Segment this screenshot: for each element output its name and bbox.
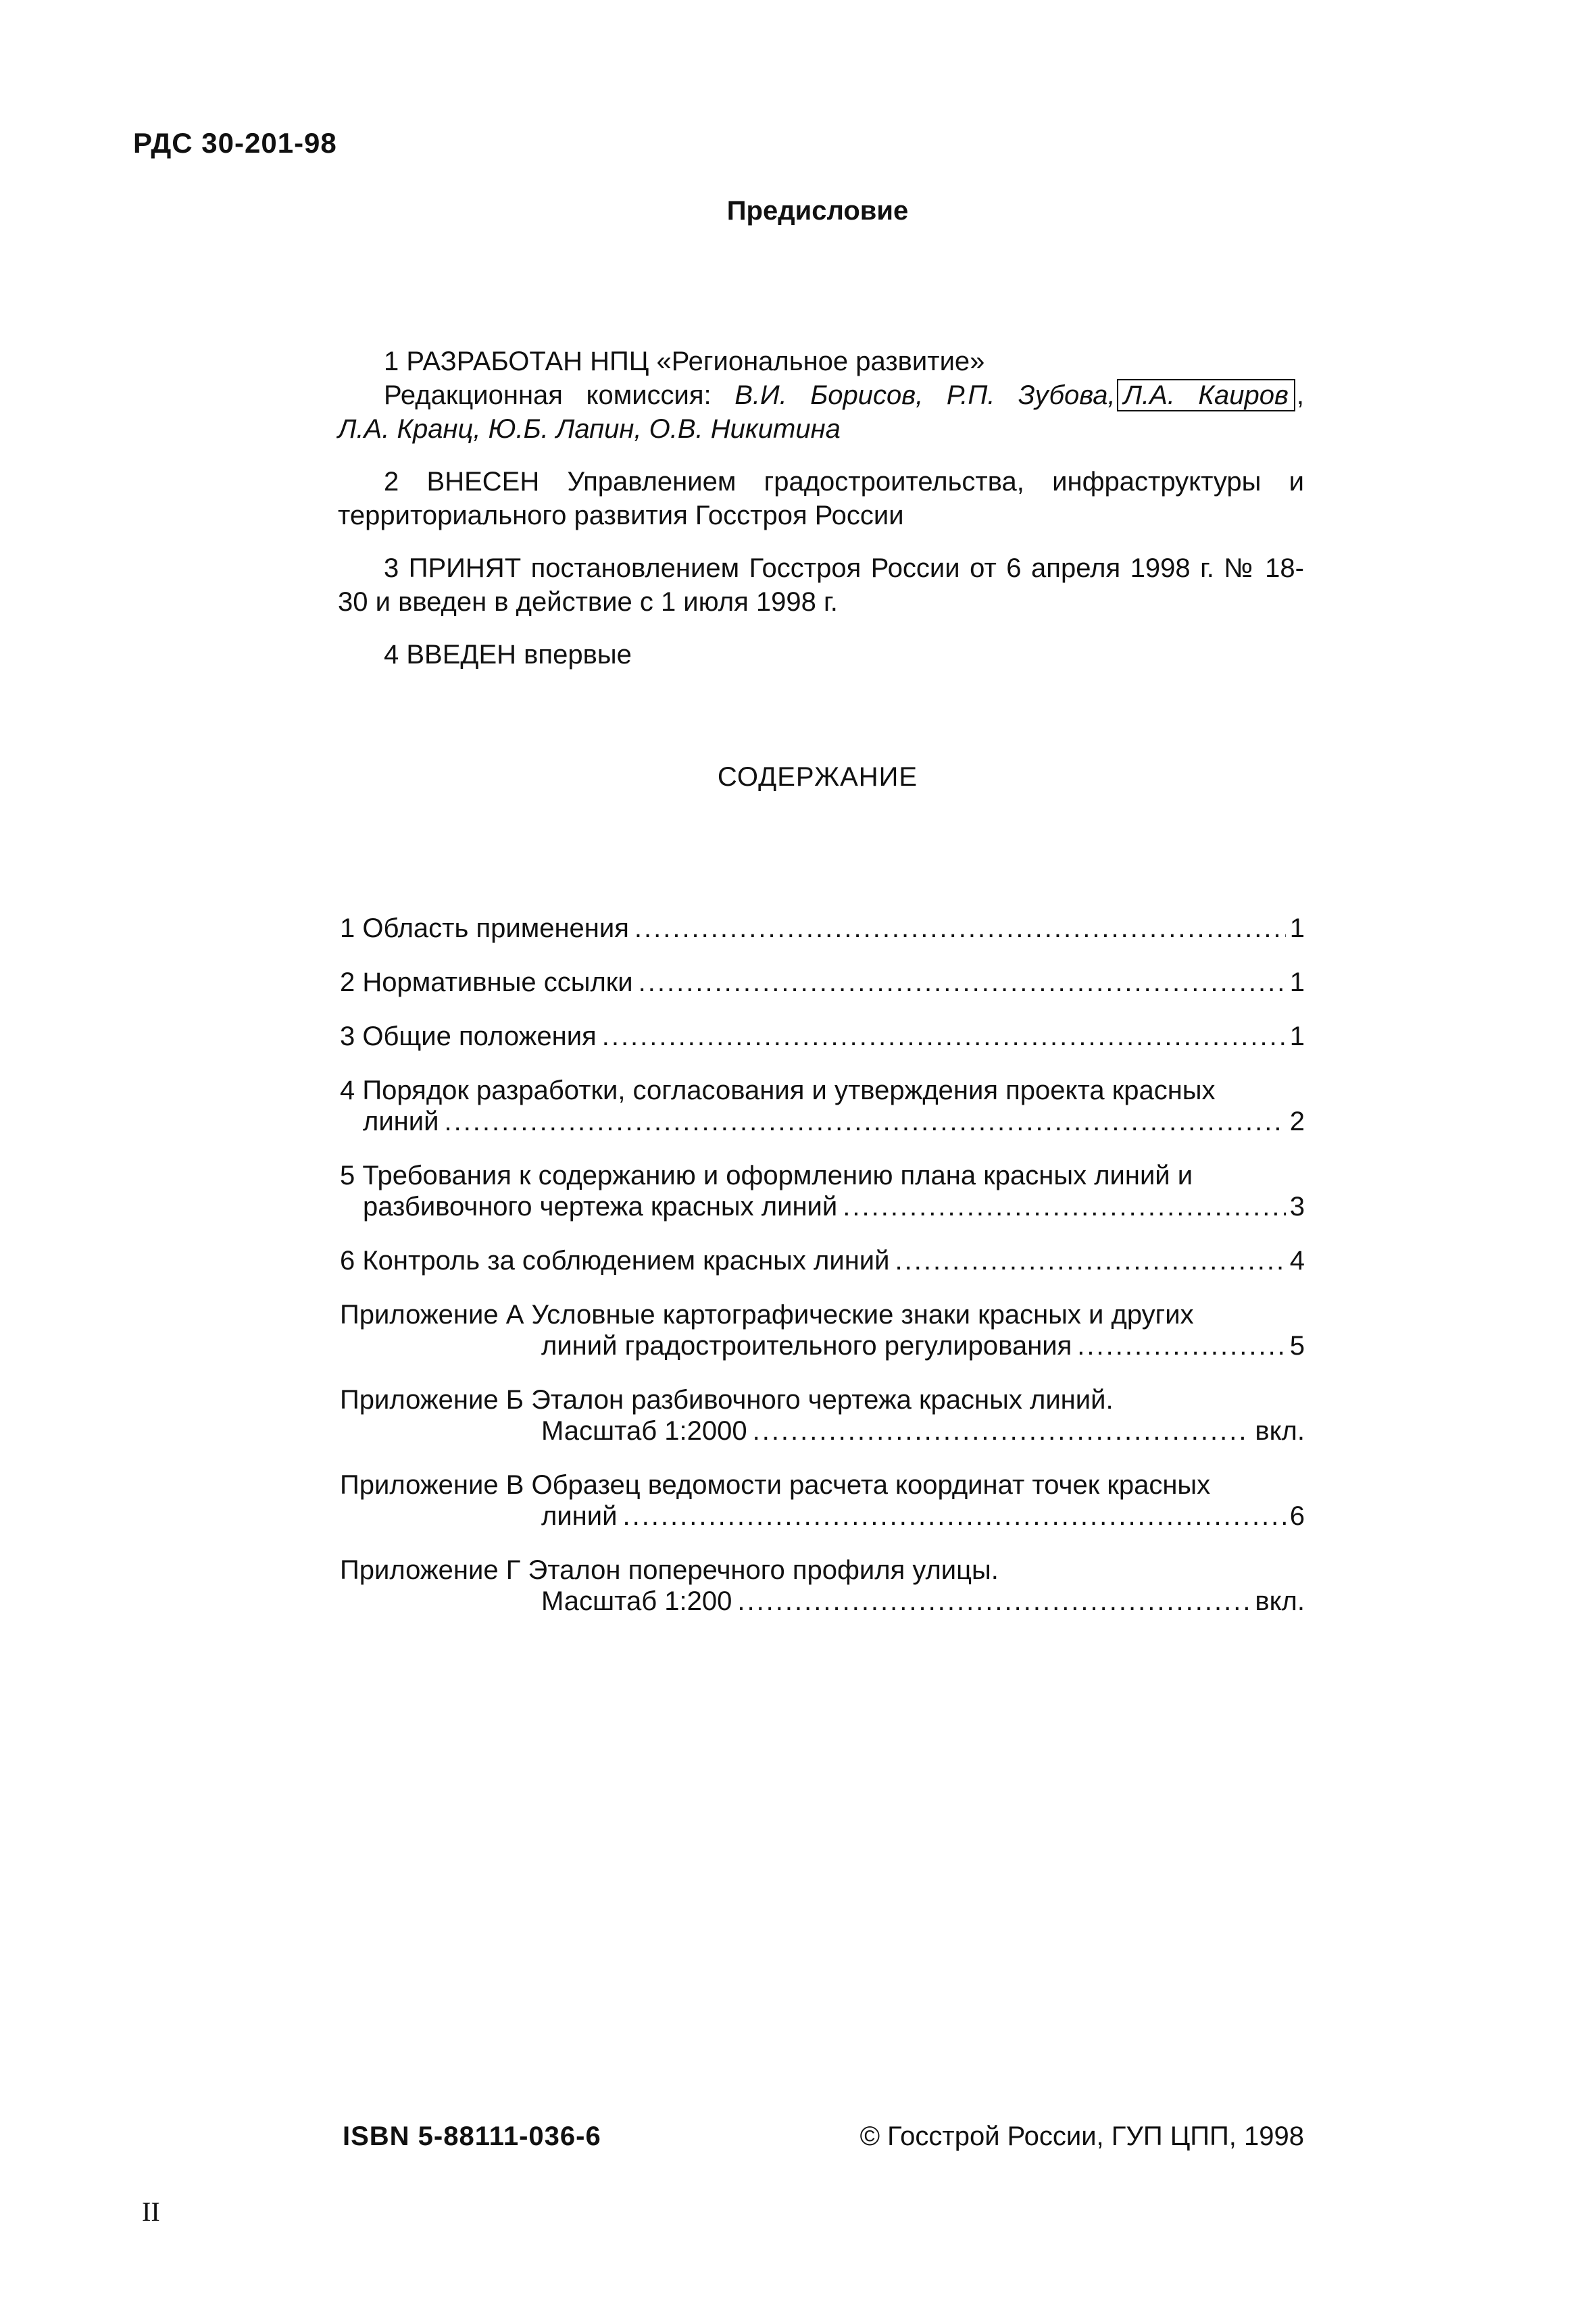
preface-item-4: 4 ВВЕДЕН впервые bbox=[384, 640, 632, 670]
toc-entry-appendix-b[interactable] bbox=[340, 1385, 1305, 1447]
copyright: © Госстрой России, ГУП ЦПП, 1998 bbox=[859, 2121, 1304, 2151]
toc-entry-6[interactable] bbox=[340, 1246, 1305, 1277]
toc-entry-text: 5 Требования к содержанию и оформлению плана красных линий и bbox=[340, 1161, 1193, 1190]
toc-entry-appendix-a[interactable] bbox=[340, 1300, 1305, 1362]
dot-leader bbox=[634, 913, 1286, 944]
toc-entry-text-cont: Масштаб 1:2000 bbox=[541, 1416, 747, 1446]
toc-entry-5[interactable] bbox=[340, 1161, 1305, 1223]
toc-title: СОДЕРЖАНИЕ bbox=[717, 762, 918, 792]
preface-body bbox=[338, 345, 1304, 690]
toc-entry-text: 4 Порядок разработки, согласования и утверждения проекта красных bbox=[340, 1076, 1216, 1105]
dot-leader bbox=[1077, 1331, 1285, 1361]
boxed-name: Л.А. Каиров bbox=[1117, 379, 1295, 411]
editorial-commission-names: В.И. Борисов, Р.П. Зубова, bbox=[734, 380, 1116, 410]
dot-leader bbox=[444, 1107, 1285, 1137]
isbn: ISBN 5-88111-036-6 bbox=[343, 2121, 601, 2151]
dot-leader bbox=[737, 1586, 1251, 1617]
dot-leader bbox=[753, 1416, 1251, 1447]
toc-entry-appendix-g[interactable] bbox=[340, 1555, 1305, 1617]
toc-entry-text: 3 Общие положения bbox=[340, 1022, 597, 1051]
toc-entry-text-cont: разбивочного чертежа красных линий bbox=[363, 1192, 838, 1222]
toc-entry-4[interactable] bbox=[340, 1076, 1305, 1138]
toc-page-number: 2 bbox=[1289, 1107, 1305, 1136]
editorial-commission-label: Редакционная комиссия: bbox=[384, 380, 735, 410]
dot-leader bbox=[843, 1192, 1286, 1222]
toc-entry-text: 6 Контроль за соблюдением красных линий bbox=[340, 1246, 890, 1276]
preface-item-1-line2 bbox=[338, 378, 1304, 412]
page-number: II bbox=[142, 2196, 160, 2227]
toc-entry-text: 2 Нормативные ссылки bbox=[340, 967, 633, 997]
toc-entry-3[interactable] bbox=[340, 1022, 1305, 1053]
toc-entry-text-cont: Масштаб 1:200 bbox=[541, 1586, 732, 1616]
toc-page-number: 1 bbox=[1289, 967, 1305, 997]
preface-title: Предисловие bbox=[726, 196, 909, 226]
toc-page-number: вкл. bbox=[1255, 1416, 1305, 1446]
toc-entry-2[interactable] bbox=[340, 967, 1305, 999]
toc-page-number: 3 bbox=[1289, 1192, 1305, 1222]
document-code: РДС 30-201-98 bbox=[133, 127, 337, 159]
dot-leader bbox=[602, 1022, 1286, 1052]
toc-page-number: 4 bbox=[1289, 1246, 1305, 1276]
dot-leader bbox=[639, 967, 1286, 998]
toc-entry-text: Приложение Г Эталон поперечного профиля улицы. bbox=[340, 1555, 999, 1585]
dot-leader bbox=[622, 1501, 1285, 1532]
toc-entry-text-cont: линий bbox=[541, 1501, 618, 1531]
toc-page-number: вкл. bbox=[1255, 1586, 1305, 1616]
comma: , bbox=[1296, 380, 1304, 410]
dot-leader bbox=[895, 1246, 1285, 1276]
toc-entry-text: Приложение А Условные картографические знаки красных и других bbox=[340, 1300, 1194, 1330]
toc-entry-1[interactable] bbox=[340, 913, 1305, 945]
preface-item-2: 2 ВНЕСЕН Управлением градостроительства, инфраструктуры и территориального развития Госстроя России bbox=[338, 467, 1304, 530]
preface-item-3: 3 ПРИНЯТ постановлением Госстроя России от 6 апреля 1998 г. № 18-30 и введен в действие с 1 июля 1998 г. bbox=[338, 553, 1304, 617]
table-of-contents bbox=[340, 913, 1305, 1640]
toc-entry-text: 1 Область применения bbox=[340, 913, 629, 943]
toc-entry-text: Приложение В Образец ведомости расчета координат точек красных bbox=[340, 1470, 1211, 1500]
toc-entry-text: Приложение Б Эталон разбивочного чертежа красных линий. bbox=[340, 1385, 1114, 1415]
toc-page-number: 5 bbox=[1289, 1331, 1305, 1361]
toc-page-number: 6 bbox=[1289, 1501, 1305, 1531]
preface-item-1-line1: 1 РАЗРАБОТАН НПЦ «Региональное развитие» bbox=[384, 347, 985, 376]
toc-entry-appendix-v[interactable] bbox=[340, 1470, 1305, 1532]
toc-entry-text-cont: линий bbox=[363, 1107, 439, 1136]
toc-page-number: 1 bbox=[1289, 913, 1305, 943]
toc-entry-text-cont: линий градостроительного регулирования bbox=[541, 1331, 1072, 1361]
preface-item-1-line3: Л.А. Кранц, Ю.Б. Лапин, О.В. Никитина bbox=[338, 414, 841, 444]
toc-page-number: 1 bbox=[1289, 1022, 1305, 1051]
